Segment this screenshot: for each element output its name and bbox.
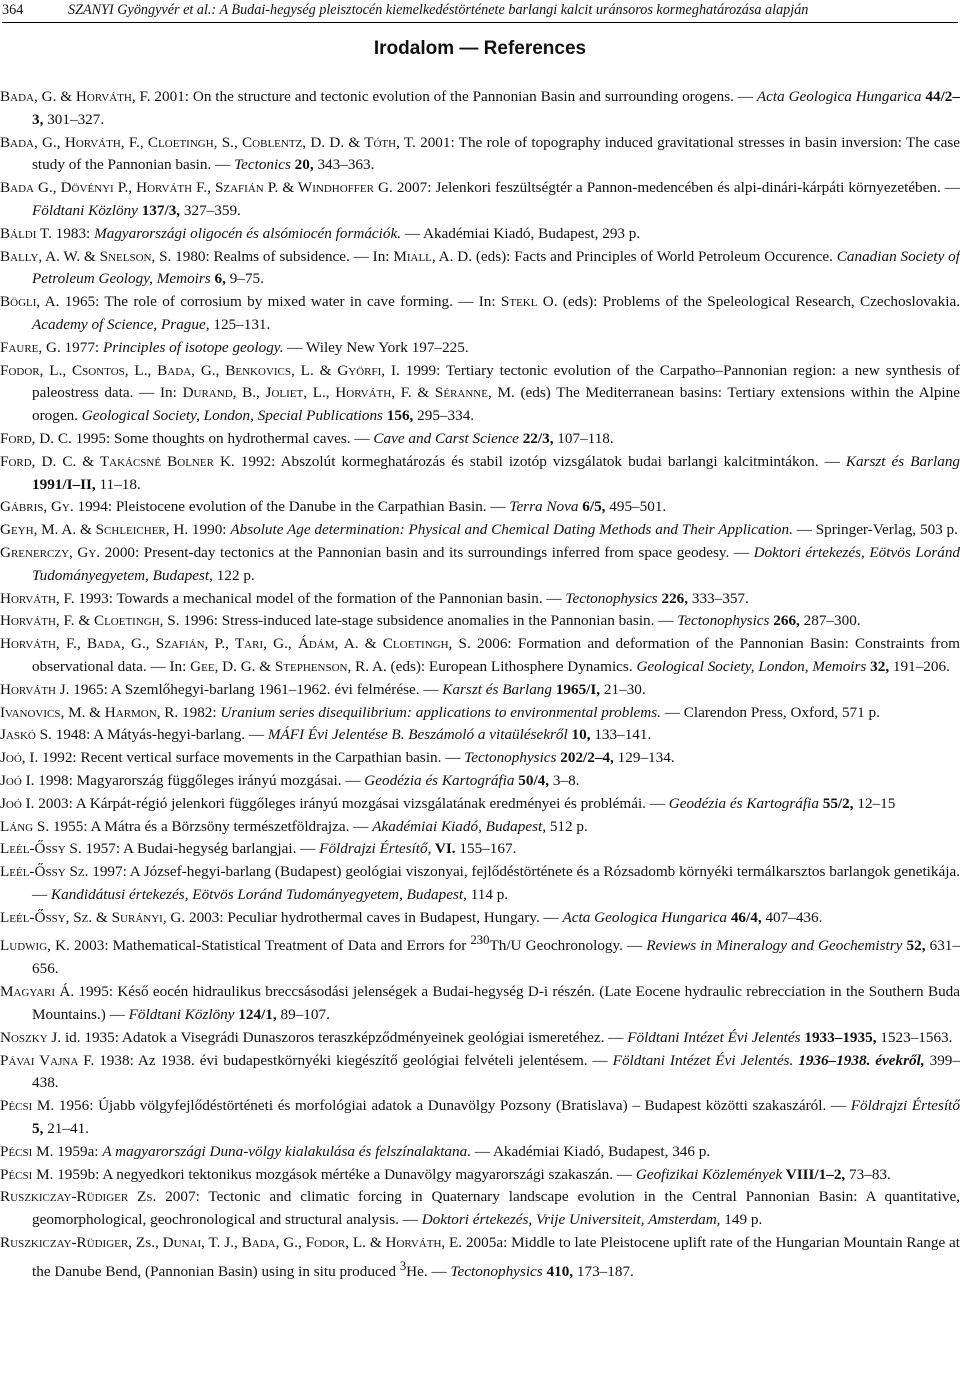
- reference-text: 1997: A József-hegyi-barlang (Budapest) geológiai viszonyai, fejlődéstörténete és a Rózsadomb környéki termálkarsztos barlangok genetikája. —: [32, 863, 960, 903]
- reference-title: Geodézia és Kartográfia: [668, 794, 819, 812]
- reference-title: Geological Society, London, Memoirs: [636, 657, 867, 675]
- reference-text: 1965: The role of corrosium by mixed water in cave forming. — In:: [59, 293, 501, 311]
- reference-text: 1999: Tertiary tectonic evolution of the Carpatho–Pannonian region: a new synthesis of paleostress data. — In:: [32, 361, 960, 402]
- reference-title: Földtani Közlöny: [128, 1005, 235, 1023]
- reference-item: [0, 1164, 960, 1187]
- reference-volume: 55/2,: [818, 794, 854, 812]
- reference-text: 1938: Az 1938. évi budapestkörnyéki kiegészítő geológiai felvételi jelentésem. —: [94, 1051, 613, 1069]
- reference-text: 11–18.: [95, 475, 141, 493]
- reference-item: [0, 519, 960, 542]
- reference-text: 333–357.: [688, 589, 749, 607]
- reference-text: 129–134.: [613, 749, 675, 767]
- reference-text: 512 p.: [546, 817, 588, 835]
- reference-item: [0, 1027, 960, 1050]
- reference-item: [0, 747, 960, 770]
- reference-authors: Ruszkiczay-Rüdiger Zs.: [0, 1188, 157, 1206]
- reference-item: [0, 679, 960, 702]
- reference-volume: 1991/I–II,: [32, 475, 96, 493]
- reference-text: 1992: Abszolút kormeghatározás és stabil izotóp vizsgálatok budai barlangi kalcitmintákon. —: [234, 452, 846, 470]
- reference-item: [0, 428, 960, 451]
- reference-text: 73–83.: [845, 1165, 891, 1183]
- reference-list: [0, 86, 960, 1284]
- reference-volume: 226,: [657, 589, 689, 607]
- reference-text: 1980: Realms of subsidence. — In:: [171, 247, 394, 265]
- reference-text: 1995: Késő eocén hidraulikus breccsásodási jelenségek a Budai-hegység D-i részén. (Late Eocene hydraulic rebrecciation in the Southern Buda Mountains.) —: [32, 983, 960, 1023]
- reference-text: 1959a:: [53, 1142, 103, 1160]
- reference-title: Földrajzi Értesítő: [850, 1097, 960, 1115]
- reference-item: [0, 246, 960, 292]
- running-title-rest: Gyöngyvér et al.: A Budai-hegység pleisztocén kiemelkedéstörténete barlangi kalcit uránsoros kormeghatározása alapján: [113, 2, 809, 18]
- reference-text: 327–359.: [180, 201, 241, 219]
- reference-item: [0, 1050, 960, 1096]
- reference-text: 2003: Peculiar hydrothermal caves in Budapest, Hungary. —: [185, 908, 563, 926]
- reference-volume: 202/2–4,: [556, 749, 614, 767]
- reference-volume: 1936–1938. évekről,: [798, 1051, 925, 1069]
- reference-text: 2003: Mathematical-Statistical Treatment of Data and Errors for: [69, 937, 471, 955]
- reference-text: — Akadémiai Kiadó, Budapest, 346 p.: [471, 1142, 711, 1160]
- reference-text: 149 p.: [720, 1211, 763, 1229]
- reference-authors: Ivanovics, M. & Harmon, R.: [0, 703, 179, 721]
- reference-text: 1990:: [188, 521, 231, 539]
- reference-text: 399–438.: [32, 1051, 960, 1092]
- reference-text: 1992: Recent vertical surface movements in the Carpathian basin. —: [38, 749, 465, 767]
- reference-item: [0, 1095, 960, 1141]
- reference-title: Doktori értekezés, Vrije Universiteit, Amsterdam,: [421, 1211, 721, 1229]
- reference-title: Acta Geologica Hungarica: [756, 88, 922, 105]
- reference-item: [0, 770, 960, 793]
- reference-text: 1957: A Budai-hegység barlangjai. —: [81, 840, 320, 858]
- reference-authors: Horváth J.: [0, 680, 70, 698]
- reference-title: MÁFI Évi Jelentése B. Beszámoló a vitaülésekről: [267, 726, 568, 744]
- section-title: Irodalom — References: [373, 38, 587, 59]
- reference-authors: Horváth, F.: [0, 589, 75, 607]
- reference-title: Geological Society, London, Special Publications: [81, 407, 383, 425]
- reference-item: [0, 223, 960, 246]
- reference-authors: Ford, D. C.: [0, 429, 72, 447]
- reference-text: 21–30.: [600, 680, 646, 698]
- reference-volume: VI.: [431, 840, 456, 858]
- reference-item: [0, 793, 960, 816]
- reference-title: Geofizikai Közlemények: [635, 1165, 783, 1183]
- reference-item: [0, 724, 960, 747]
- reference-item: [0, 929, 960, 981]
- reference-text: (eds): Facts and Principles of World Petroleum Occurence.: [472, 247, 837, 265]
- reference-text: 495–501.: [605, 498, 667, 516]
- reference-text: 2001: The role of topography induced gravitational stresses in basin inversion: The case study of the Pannonian basin. —: [32, 133, 960, 174]
- reference-title: Canadian Society of Petroleum Geology, Memoirs: [32, 247, 960, 288]
- reference-title: Tectonics: [234, 156, 291, 174]
- reference-text: 2007: Jelenkori feszültségtér a Pannon-medencében és alpi-dinári-kárpáti környezetében. —: [392, 179, 960, 197]
- reference-title: Uranium series disequilibrium: applications to environmental problems.: [220, 703, 661, 721]
- reference-item: [0, 132, 960, 178]
- reference-text: 1965: A Szemlőhegyi-barlang 1961–1962. évi felmérése. —: [69, 680, 443, 698]
- reference-title: Tectonophysics: [677, 612, 770, 630]
- reference-text: 287–300.: [799, 612, 861, 630]
- reference-item: [0, 1141, 960, 1164]
- reference-title: Tectonophysics: [450, 1262, 543, 1280]
- reference-authors: Bada, G., Horváth, F., Cloetingh, S., Coblentz, D. D. & Tóth, T.: [0, 133, 416, 151]
- reference-volume: 32,: [866, 657, 890, 675]
- reference-superscript: 3: [399, 1258, 407, 1273]
- reference-text: 107–118.: [553, 429, 614, 447]
- reference-volume: 137/3,: [137, 201, 181, 219]
- reference-title: Tectonophysics: [464, 749, 557, 767]
- reference-title: Absolute Age determination: Physical and Chemical Dating Methods and Their Application.: [230, 521, 793, 539]
- page-header: [2, 0, 958, 23]
- reference-title: A magyarországi Duna-völgy kialakulása és felszínalaktana.: [102, 1142, 472, 1160]
- reference-authors: Gee, D. G. & Stephenson, R. A.: [190, 657, 387, 675]
- reference-text: 3–8.: [549, 771, 580, 789]
- reference-text: 2003: A Kárpát-régió jelenkori függőleges irányú mozgásai vizsgálatának eredményei és problémái. —: [34, 794, 669, 812]
- reference-superscript: 230: [470, 933, 490, 948]
- reference-text: 1959b: A negyedkori tektonikus mozgások mértéke a Dunavölgy magyarországi szakaszán. —: [53, 1165, 636, 1183]
- running-title: [68, 0, 808, 20]
- reference-item: [0, 291, 960, 337]
- reference-item: [0, 1232, 960, 1284]
- reference-volume: 10,: [567, 726, 591, 744]
- reference-authors: Bada G., Dövényi P., Horváth F., Szafián P. & Windhoffer G.: [0, 179, 393, 197]
- reference-volume: VIII/1–2,: [782, 1165, 846, 1183]
- reference-authors: Pávai Vajna F.: [0, 1051, 95, 1069]
- reference-text: 2006: Formation and deformation of the Pannonian Basin: Constraints from observational data. — In:: [32, 635, 960, 675]
- reference-authors: Miall, A. D.: [393, 247, 472, 265]
- reference-text: He. —: [406, 1262, 451, 1280]
- reference-title: Karszt és Barlang: [442, 680, 552, 698]
- reference-authors: Láng S.: [0, 817, 50, 835]
- reference-authors: Joó I.: [0, 794, 35, 812]
- reference-item: [0, 451, 960, 497]
- reference-authors: Pécsi M.: [0, 1097, 55, 1115]
- reference-authors: Leél-Őssy Sz.: [0, 863, 89, 881]
- reference-authors: Magyari Á.: [0, 983, 75, 1001]
- reference-text: 2005a: Middle to late Pleistocene uplift rate of the Hungarian Mountain Range at the Danube Bend, (Pannonian Basin) using in situ produced: [32, 1233, 960, 1280]
- page-number: 364: [2, 2, 24, 18]
- reference-volume: 5,: [32, 1119, 44, 1137]
- reference-authors: Durand, B., Joliet, L., Horváth, F. & Séranne, M.: [182, 384, 515, 402]
- reference-text: 155–167.: [455, 840, 517, 858]
- reference-item: [0, 610, 960, 633]
- reference-text: 631–656.: [32, 937, 960, 978]
- reference-authors: Grenerczy, Gy.: [0, 543, 101, 561]
- reference-text: (eds): Problems of the Speleological Research, Czechoslovakia.: [557, 293, 960, 311]
- reference-title: Földtani Közlöny: [32, 201, 138, 219]
- running-title-author: SZANYI: [68, 2, 114, 18]
- reference-text: 1995: Some thoughts on hydrothermal caves. —: [71, 429, 374, 447]
- reference-title: Reviews in Mineralogy and Geochemistry: [646, 937, 903, 955]
- reference-text: 1993: Towards a mechanical model of the formation of the Pannonian basin. —: [74, 589, 566, 607]
- reference-text: 89–107.: [276, 1005, 330, 1023]
- reference-authors: Ludwig, K.: [0, 937, 70, 955]
- reference-item: [0, 861, 960, 907]
- reference-authors: Faure, G.: [0, 338, 61, 356]
- reference-item: [0, 337, 960, 360]
- reference-text: 1977:: [60, 338, 103, 356]
- reference-title: Kandidátusi értekezés, Eötvös Loránd Tudományegyetem, Budapest,: [50, 885, 467, 903]
- reference-volume: 20,: [290, 156, 314, 174]
- reference-text: 173–187.: [573, 1262, 634, 1280]
- reference-authors: Leél-Őssy, Sz. & Surányi, G.: [0, 908, 186, 926]
- reference-item: [0, 177, 960, 223]
- reference-text: 407–436.: [761, 908, 823, 926]
- reference-text: 2001: On the structure and tectonic evolution of the Pannonian Basin and surrounding orogens. —: [150, 88, 757, 105]
- reference-item: [0, 838, 960, 861]
- reference-title: Academy of Science, Prague,: [32, 315, 210, 333]
- reference-title: Principles of isotope geology.: [102, 338, 284, 356]
- reference-authors: Horváth, F., Bada, G., Szafián, P., Tari, G., Ádám, A. & Cloetingh, S.: [0, 635, 471, 653]
- reference-authors: Joó, I.: [0, 749, 39, 767]
- reference-text: (eds): European Lithosphere Dynamics.: [386, 657, 637, 675]
- reference-text: id. 1935: Adatok a Visegrádi Dunaszoros teraszképződményeinek geológiai ismeretéhez. —: [61, 1028, 628, 1046]
- reference-text: 1996: Stress-induced late-stage subsidence anomalies in the Pannonian basin. —: [179, 612, 678, 630]
- reference-authors: Báldi T.: [0, 224, 52, 242]
- reference-text: 1956: Újabb völgyfejlődéstörténeti és morfológiai adatok a Dunavölgy Pozsony (Bratislava) – Budapest közötti szakaszáról. —: [54, 1097, 851, 1115]
- reference-title: Földtani Intézet Évi Jelentés: [627, 1028, 801, 1046]
- reference-title: Földtani Intézet Évi Jelentés.: [612, 1051, 794, 1069]
- reference-text: 2007: Tectonic and climatic forcing in Quaternary landscape evolution in the Central Pannonian Basin: A quantitative, geomorphological, geochronological and structural analysis. —: [32, 1188, 960, 1229]
- reference-item: [0, 588, 960, 611]
- reference-text: (eds) The Mediterranean basins: Tertiary extensions within the Alpine orogen.: [32, 384, 960, 425]
- reference-title: Acta Geologica Hungarica: [562, 908, 728, 926]
- reference-text: 301–327.: [43, 110, 105, 128]
- reference-text: 133–141.: [590, 726, 652, 744]
- reference-text: 12–15: [853, 794, 896, 812]
- reference-title: Akadémiai Kiadó, Budapest,: [372, 817, 547, 835]
- reference-title: Földrajzi Értesítő,: [319, 840, 432, 858]
- reference-volume: 1933–1935,: [800, 1028, 877, 1046]
- reference-volume: 410,: [542, 1262, 574, 1280]
- reference-authors: Geyh, M. A. & Schleicher, H.: [0, 521, 189, 539]
- reference-authors: Bada, G. & Horváth, F.: [0, 88, 151, 105]
- reference-volume: 44/2–3,: [32, 88, 960, 128]
- reference-text: 1994: Pleistocene evolution of the Danube in the Carpathian Basin. —: [73, 498, 510, 516]
- reference-volume: 6,: [210, 270, 226, 288]
- reference-title: Geodézia és Kartográfia: [364, 771, 515, 789]
- reference-text: — Clarendon Press, Oxford, 571 p.: [660, 703, 880, 721]
- reference-volume: 1965/I,: [552, 680, 601, 698]
- reference-title: Terra Nova: [509, 498, 579, 516]
- reference-text: 122 p.: [212, 566, 255, 584]
- reference-text: — Akadémiai Kiadó, Budapest, 293 p.: [401, 224, 641, 242]
- reference-text: 9–75.: [225, 270, 264, 288]
- reference-text: 295–334.: [413, 407, 475, 425]
- reference-item: [0, 633, 960, 679]
- reference-volume: 266,: [769, 612, 800, 630]
- reference-title: Doktori értekezés, Eötvös Loránd Tudományegyetem, Budapest,: [32, 543, 960, 584]
- reference-volume: 22/3,: [518, 429, 554, 447]
- reference-item: [0, 702, 960, 725]
- reference-text: 343–363.: [313, 156, 375, 174]
- reference-text: 125–131.: [209, 315, 271, 333]
- reference-volume: 124/1,: [234, 1005, 277, 1023]
- reference-volume: 50/4,: [514, 771, 550, 789]
- reference-text: 2000: Present-day tectonics at the Pannonian basin and its surroundings inferred from space geodesy. —: [100, 543, 754, 561]
- reference-authors: Joó I.: [0, 771, 35, 789]
- reference-authors: Leél-Őssy S.: [0, 840, 82, 858]
- reference-authors: Pécsi M.: [0, 1142, 54, 1160]
- reference-authors: Bally, A. W. & Snelson, S.: [0, 247, 172, 265]
- reference-item: [0, 496, 960, 519]
- reference-volume: 6/5,: [578, 498, 606, 516]
- reference-text: Th/U Geochronology. —: [489, 937, 647, 955]
- reference-volume: 52,: [902, 937, 926, 955]
- reference-authors: Pécsi M.: [0, 1165, 54, 1183]
- reference-authors: Stekl O.: [500, 293, 558, 311]
- reference-authors: Jaskó S.: [0, 726, 52, 744]
- reference-text: 21–41.: [43, 1119, 89, 1137]
- reference-volume: 156,: [382, 407, 414, 425]
- reference-volume: 46/4,: [727, 908, 762, 926]
- reference-authors: Horváth, F. & Cloetingh, S.: [0, 612, 180, 630]
- reference-text: 114 p.: [466, 885, 509, 903]
- reference-text: 1998: Magyarország függőleges irányú mozgásai. —: [34, 771, 365, 789]
- reference-text: 1948: A Mátyás-hegyi-barlang. —: [51, 726, 268, 744]
- reference-title: Karszt és Barlang: [845, 452, 960, 470]
- reference-title: Magyarországi oligocén és alsómiocén formációk.: [94, 224, 402, 242]
- reference-text: 191–206.: [889, 657, 950, 675]
- reference-item: [0, 981, 960, 1027]
- reference-title: Cave and Carst Science: [373, 429, 519, 447]
- reference-text: 1523–1563.: [876, 1028, 953, 1046]
- reference-authors: Gábris, Gy.: [0, 498, 74, 516]
- reference-title: Tectonophysics: [565, 589, 658, 607]
- reference-authors: Fodor, L., Csontos, L., Bada, G., Benkovics, L. & Györfi, I.: [0, 361, 400, 379]
- reference-authors: Bögli, A.: [0, 293, 60, 311]
- reference-item: [0, 1186, 960, 1232]
- reference-text: 1955: A Mátra és a Börzsöny természetföldrajza. —: [49, 817, 373, 835]
- reference-authors: Ford, D. C. & Takácsné Bolner K.: [0, 452, 235, 470]
- reference-authors: Ruszkiczay-Rüdiger, Zs., Dunai, T. J., Bada, G., Fodor, L. & Horváth, E.: [0, 1233, 463, 1251]
- reference-item: [0, 360, 960, 428]
- reference-item: [0, 907, 960, 930]
- reference-item: [0, 542, 960, 588]
- reference-text: — Springer-Verlag, 503 p.: [792, 521, 958, 539]
- reference-item: [0, 816, 960, 839]
- reference-text: 1983:: [51, 224, 95, 242]
- reference-item: [0, 86, 960, 132]
- reference-text: 1982:: [178, 703, 221, 721]
- reference-authors: Noszky J.: [0, 1028, 62, 1046]
- reference-text: — Wiley New York 197–225.: [283, 338, 469, 356]
